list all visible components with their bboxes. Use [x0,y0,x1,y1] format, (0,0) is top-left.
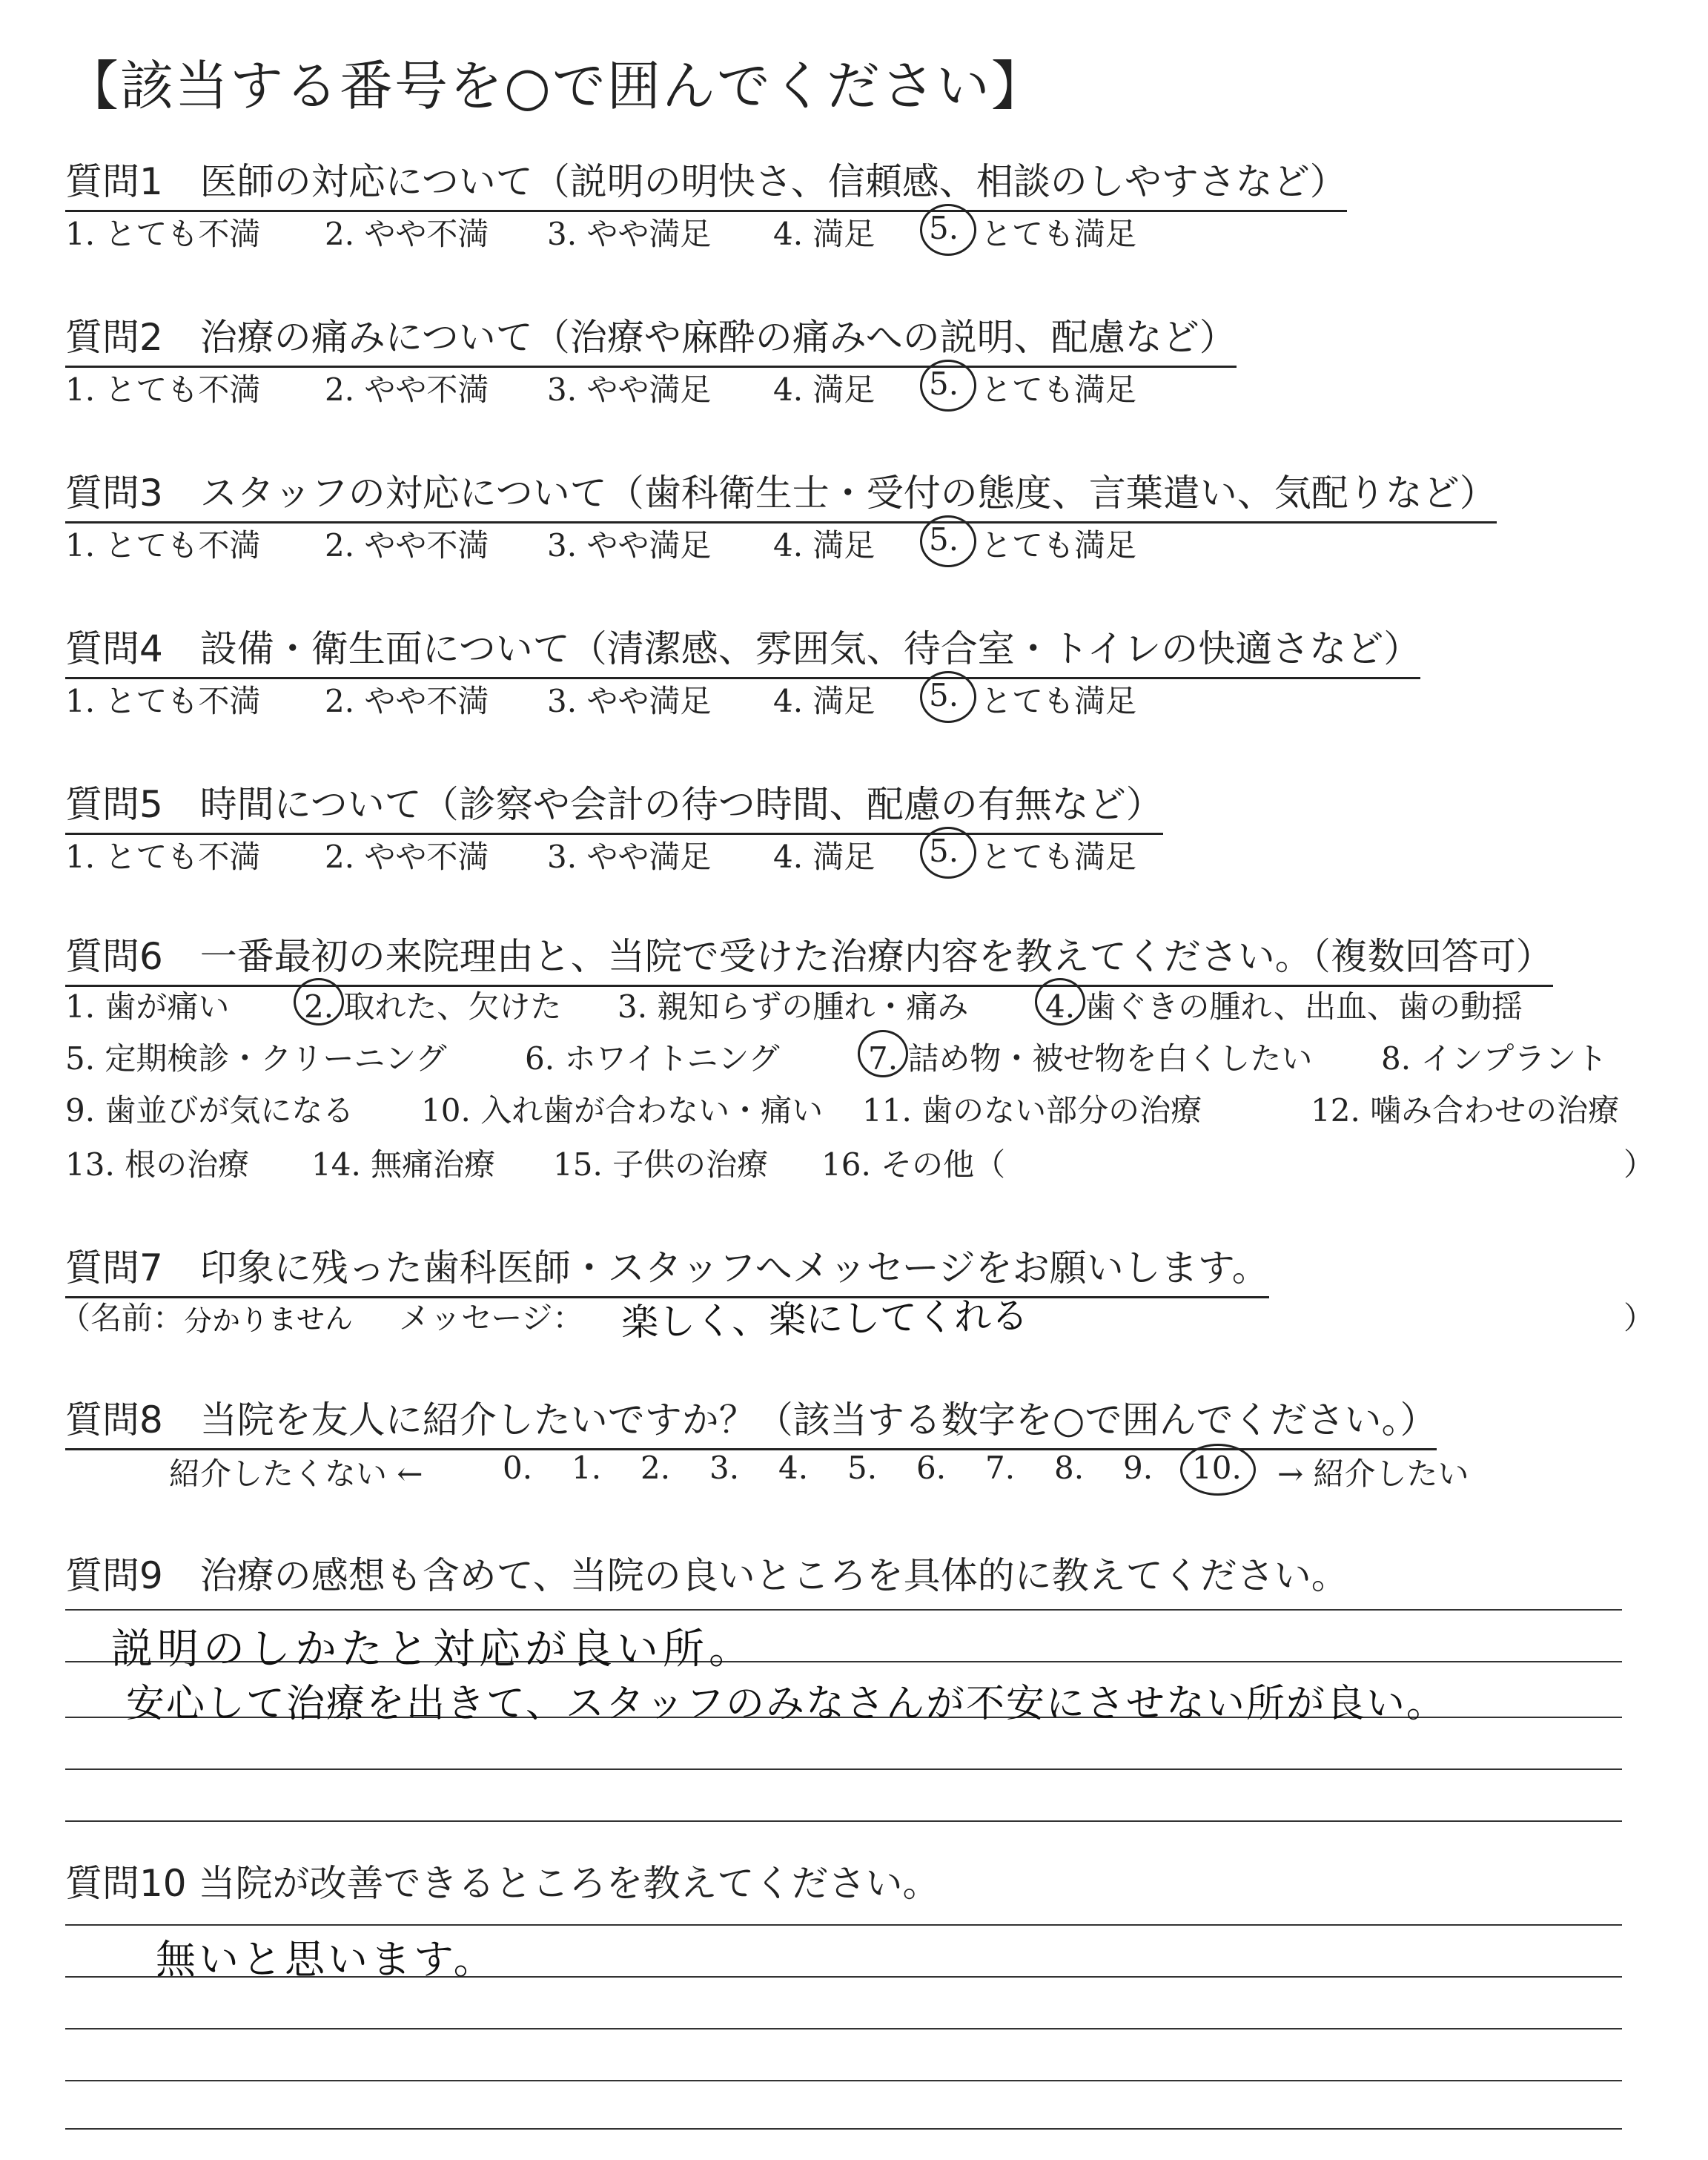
q6-other-close-paren: ） [1623,1146,1655,1183]
q4-option-3[interactable]: 3. やや満足 [547,683,712,719]
answer-rule-line [65,2128,1622,2130]
q5-option-2[interactable]: 2. やや不満 [325,839,489,875]
q2-option-4[interactable]: 4. 満足 [773,371,875,408]
q8-scale-option[interactable]: 0. [503,1450,533,1486]
q7-message-value: 楽しく、楽にしてくれる [620,1294,1029,1344]
q6-selected-circle [294,978,344,1025]
q3-selected-circle [920,515,976,567]
q8-scale-option[interactable]: 5. [847,1450,878,1486]
answer-rule-line [65,2080,1622,2081]
q7-title: 質問7 印象に残った歯科医師・スタッフへメッセージをお願いします。 [65,1238,1269,1298]
q3-option-5[interactable]: 5. [929,521,959,558]
q3-option-2[interactable]: 2. やや不満 [325,527,489,564]
q8-scale-option[interactable]: 7. [985,1450,1016,1486]
q5-option-6[interactable]: とても満足 [981,839,1137,875]
q5-option-4[interactable]: 4. 満足 [773,839,875,875]
q9-title: 質問9 治療の感想も含めて、当院の良いところを具体的に教えてください。 [65,1554,1348,1597]
q1-option-5[interactable]: 5. [929,210,959,246]
q8-scale-option[interactable]: 6. [916,1450,947,1486]
q5-title: 質問5 時間について（診察や会計の待つ時間、配慮の有無など） [65,775,1163,835]
q7-name-label: （名前： [59,1300,185,1336]
q6-option[interactable]: 3. 親知らずの腫れ・痛み [618,988,969,1025]
q1-selected-circle [920,204,976,256]
answer-rule-line [65,1768,1622,1770]
answer-rule-line [65,2028,1622,2029]
q8-scale-option[interactable]: 8. [1054,1450,1085,1486]
q8-selected-circle [1180,1444,1256,1496]
q3-option-4[interactable]: 4. 満足 [773,527,875,564]
q1-option-3[interactable]: 3. やや満足 [547,216,712,252]
q6-option[interactable]: 4. 歯ぐきの腫れ、出血、歯の動揺 [1045,988,1523,1025]
q4-option-4[interactable]: 4. 満足 [773,683,875,719]
q3-option-1[interactable]: 1. とても不満 [65,527,261,564]
q5-option-3[interactable]: 3. やや満足 [547,839,712,875]
q3-title: 質問3 スタッフの対応について（歯科衛生士・受付の態度、言葉遣い、気配りなど） [65,463,1497,524]
q6-option[interactable]: 6. ホワイトニング [525,1040,780,1077]
q9-handwritten-answer: 説明のしかたと対応が良い所。 [111,1625,755,1674]
q1-option-4[interactable]: 4. 満足 [773,216,875,252]
instruction-header: 【該当する番号を○で囲んでください】 [65,55,1046,117]
q4-selected-circle [920,671,976,723]
q2-selected-circle [920,360,976,412]
q1-option-1[interactable]: 1. とても不満 [65,216,261,252]
q6-option[interactable]: 1. 歯が痛い [65,988,230,1025]
q3-option-6[interactable]: とても満足 [981,527,1137,564]
q2-option-2[interactable]: 2. やや不満 [325,371,489,408]
q1-option-6[interactable]: とても満足 [981,216,1137,252]
q8-scale-option[interactable]: 2. [640,1450,671,1486]
q4-option-5[interactable]: 5. [929,677,959,713]
q8-scale-option[interactable]: 3. [709,1450,740,1486]
q2-option-1[interactable]: 1. とても不満 [65,371,261,408]
q6-option[interactable]: 14. 無痛治療 [311,1146,496,1183]
q6-option[interactable]: 10. 入れ歯が合わない・痛い [421,1092,824,1129]
q5-selected-circle [920,827,976,879]
answer-rule-line [65,1609,1622,1611]
answer-rule-line [65,1924,1622,1926]
q6-option[interactable]: 11. 歯のない部分の治療 [862,1092,1202,1129]
q2-option-5[interactable]: 5. [929,366,959,402]
q4-title: 質問4 設備・衛生面について（清潔感、雰囲気、待合室・トイレの快適さなど） [65,619,1420,679]
q6-title: 質問6 一番最初の来院理由と、当院で受けた治療内容を教えてください。（複数回答可） [65,927,1553,987]
q8-scale-option[interactable]: 1. [572,1450,602,1486]
q6-option[interactable]: 9. 歯並びが気になる [65,1092,354,1129]
q8-scale-option[interactable]: 9. [1123,1450,1153,1486]
q6-option[interactable]: 8. インプラント [1381,1040,1608,1077]
q6-selected-circle [1035,978,1085,1025]
q8-scale-option[interactable]: 10. [1192,1450,1242,1486]
q8-left-label: 紹介したくない ← [169,1456,423,1492]
q2-option-3[interactable]: 3. やや満足 [547,371,712,408]
answer-rule-line [65,1820,1622,1822]
q6-option[interactable]: 5. 定期検診・クリーニング [65,1040,447,1077]
q1-title: 質問1 医師の対応について（説明の明快さ、信頼感、相談のしやすさなど） [65,152,1347,212]
q2-title: 質問2 治療の痛みについて（治療や麻酔の痛みへの説明、配慮など） [65,308,1237,368]
q8-scale-option[interactable]: 4. [778,1450,809,1486]
q7-name-value: 分かりません [183,1302,354,1338]
q8-right-label: → 紹介したい [1277,1456,1469,1492]
q7-close-paren: ） [1623,1300,1655,1336]
q5-option-5[interactable]: 5. [929,833,959,869]
q9-handwritten-answer: 安心して治療を出きて、スタッフのみなさんが不安にさせない所が良い。 [126,1682,1446,1726]
q5-option-1[interactable]: 1. とても不満 [65,839,261,875]
q6-option[interactable]: 2. 取れた、欠けた [304,988,562,1025]
q1-option-2[interactable]: 2. やや不満 [325,216,489,252]
q6-option[interactable]: 16. その他（ [821,1146,1006,1183]
q6-option[interactable]: 15. 子供の治療 [553,1146,769,1183]
q4-option-2[interactable]: 2. やや不満 [325,683,489,719]
q6-option[interactable]: 12. 噛み合わせの治療 [1311,1092,1620,1129]
q6-selected-circle [858,1030,908,1077]
q4-option-1[interactable]: 1. とても不満 [65,683,261,719]
q8-title: 質問8 当院を友人に紹介したいですか？（該当する数字を○で囲んでください。） [65,1390,1437,1450]
q6-option[interactable]: 7. 詰め物・被せ物を白くしたい [868,1040,1313,1077]
q3-option-3[interactable]: 3. やや満足 [547,527,712,564]
q6-option[interactable]: 13. 根の治療 [65,1146,250,1183]
q7-message-label: メッセージ： [399,1300,584,1336]
q2-option-6[interactable]: とても満足 [981,371,1137,408]
q4-option-6[interactable]: とても満足 [981,683,1137,719]
q10-title: 質問10 当院が改善できるところを教えてください。 [65,1862,940,1905]
q10-handwritten-answer: 無いと思います。 [156,1936,497,1983]
